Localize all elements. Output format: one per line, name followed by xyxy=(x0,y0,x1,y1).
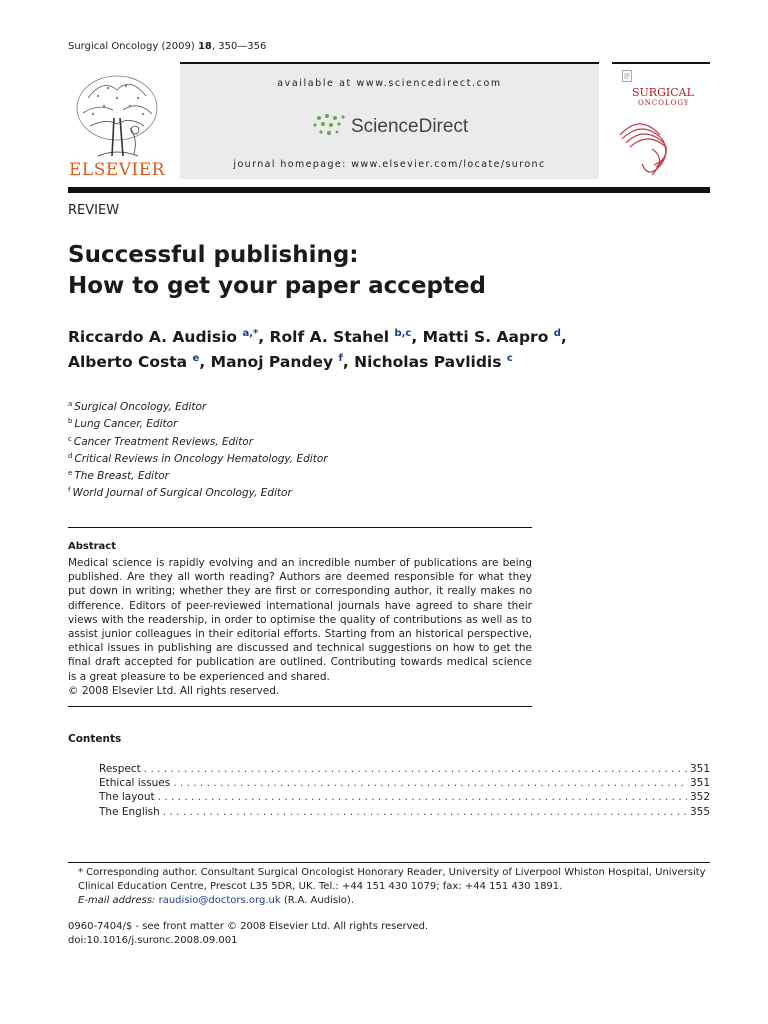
title-line-2: How to get your paper accepted xyxy=(68,273,486,299)
cover-subtitle: ONCOLOGY xyxy=(638,99,690,107)
citation-volume: 18 xyxy=(197,41,212,52)
footnote-rule xyxy=(68,862,710,863)
elsevier-wordmark: ELSEVIER xyxy=(69,160,165,180)
available-at-text[interactable]: available at www.sciencedirect.com xyxy=(277,78,502,89)
abstract-body: Medical science is rapidly evolving and an incredible number of publications are being published. Are they all worth reading? Authors are deemed responsible for what they put down in writing; whether they are first or corresponding author, it really makes no difference. Editors of peer-reviewed international journals have agreed to share their views with the readership, in order to optimise the quality of contributions as well as to assist junior colleagues in their editorial efforts. Starting from an historical perspective, ethical issues in publishing are discussed and technical suggestions on how to get the final draft accepted for publication are outlined. Contributing towards medical science is a great pleasure to be experienced and shared. xyxy=(68,557,532,683)
cover-badge-icon xyxy=(622,70,632,82)
author-line-1: Riccardo A. Audisio $^{a,*}$, Rolf A. Stahel $^{b,c}$, Matti S. Aapro $^d$, xyxy=(68,328,567,346)
affiliation-item: $^e$ The Breast, Editor xyxy=(68,469,169,483)
header-divider xyxy=(68,187,710,193)
email-link[interactable]: raudisio@doctors.org.uk xyxy=(158,895,281,907)
author-affiliation-link[interactable]: d xyxy=(553,328,561,339)
toc-item-ethical-issues[interactable]: Ethical issues . . . 351 xyxy=(99,776,710,790)
author-list xyxy=(68,323,567,373)
affiliation-item: $^f$ World Journal of Surgical Oncology, Editor xyxy=(68,486,292,500)
abstract-heading: Abstract xyxy=(68,541,117,552)
author-name: Manoj Pandey xyxy=(210,353,334,371)
sciencedirect-wordmark: ScienceDirect xyxy=(351,116,469,137)
author-affiliation-link[interactable]: f xyxy=(338,353,343,364)
journal-cover-thumbnail xyxy=(612,62,710,179)
affiliation-item: $^b$ Lung Cancer, Editor xyxy=(68,417,178,431)
citation-pages: , 350—356 xyxy=(211,41,267,52)
author-affiliation-link[interactable]: e xyxy=(192,353,200,364)
toc-item-the-layout[interactable]: The layout . . . 352 xyxy=(99,790,710,804)
author-name: Matti S. Aapro xyxy=(422,328,549,346)
author-line-2: Alberto Costa $^e$, Manoj Pandey $^f$, Nicholas Pavlidis $^c$ xyxy=(68,353,513,371)
journal-homepage-text[interactable]: journal homepage: www.elsevier.com/locate/suronc xyxy=(233,159,546,170)
author-affiliation-link[interactable]: b,c xyxy=(394,328,412,339)
footnote-email-line: E-mail address: raudisio@doctors.org.uk (R.A. Audisio). xyxy=(78,895,355,907)
contents-heading: Contents xyxy=(68,733,122,745)
title-line-1: Successful publishing: xyxy=(68,242,359,268)
affiliation-item: $^c$ Cancer Treatment Reviews, Editor xyxy=(68,434,254,448)
article-type-label: REVIEW xyxy=(68,203,120,218)
abstract-copyright: © 2008 Elsevier Ltd. All rights reserved. xyxy=(68,684,280,697)
affiliation-list xyxy=(68,397,328,501)
cover-title: SURGICAL xyxy=(632,86,694,99)
author-name: Alberto Costa xyxy=(68,353,188,371)
issn-line: 0960-7404/$ - see front matter © 2008 Elsevier Ltd. All rights reserved. xyxy=(68,921,429,932)
author-name: Riccardo A. Audisio xyxy=(68,328,238,346)
author-affiliation-link[interactable]: a,* xyxy=(242,328,259,339)
cover-smoke-artwork xyxy=(612,109,710,179)
sciencedirect-banner xyxy=(180,62,599,179)
doi-line[interactable]: doi:10.1016/j.suronc.2008.09.001 xyxy=(68,935,238,947)
footnote-text: * Corresponding author. Consultant Surgical Oncologist Honorary Reader, University of Liverpool Whiston Hospital, University Clinical Education Centre, Prescot L35 5DR, UK. Tel.: +44 151 430 1079; fax: +44 151 430 1891. xyxy=(78,867,706,893)
corresponding-author-footnote xyxy=(68,866,710,909)
author-name: Nicholas Pavlidis xyxy=(354,353,502,371)
affiliation-item: $^a$ Surgical Oncology, Editor xyxy=(68,400,207,413)
toc-item-the-english[interactable]: The English . . . 355 xyxy=(99,805,710,819)
table-of-contents xyxy=(99,762,710,819)
abstract-text xyxy=(68,556,532,698)
journal-citation xyxy=(68,41,266,52)
affiliation-item: $^d$ Critical Reviews in Oncology Hematology, Editor xyxy=(68,451,328,465)
author-affiliation-link[interactable]: c xyxy=(506,353,513,364)
author-name: Rolf A. Stahel xyxy=(269,328,390,346)
abstract-top-rule xyxy=(68,527,532,528)
sciencedirect-logo xyxy=(311,112,471,142)
issn-doi-block xyxy=(68,920,428,948)
article-title xyxy=(68,240,486,302)
toc-item-respect[interactable]: Respect . . . 351 xyxy=(99,762,710,776)
abstract-bottom-rule xyxy=(68,706,532,707)
sciencedirect-dots-icon xyxy=(311,112,349,140)
citation-journal: Surgical Oncology (2009) xyxy=(68,41,195,52)
